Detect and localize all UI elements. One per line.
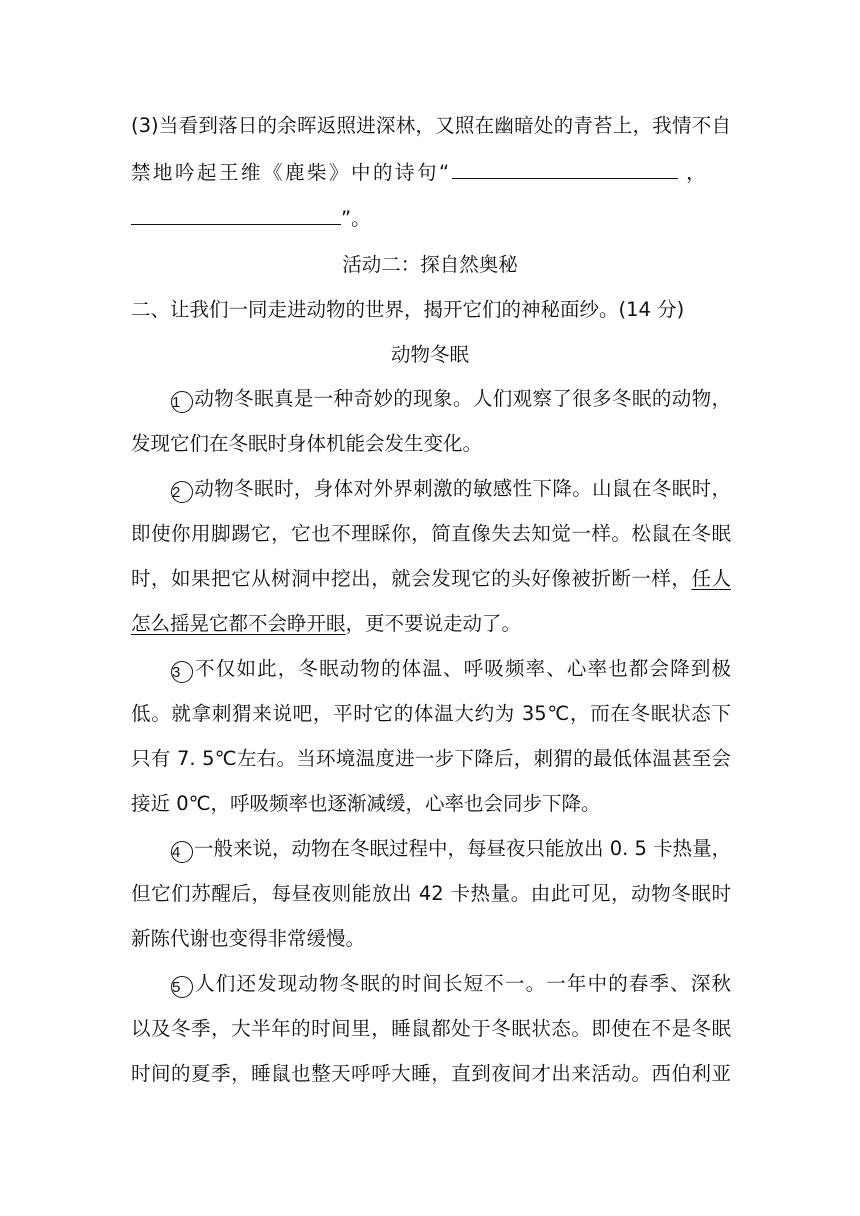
- paragraph-2-line-2: 即使你用脚踢它，它也不理睬你，简直像失去知觉一样。松鼠在冬眠: [131, 522, 731, 545]
- section-2-heading: 二、让我们一同走进动物的世界，揭开它们的神秘面纱。(14 分): [131, 298, 685, 321]
- paragraph-3-line-2: 低。就拿刺猬来说吧，平时它的体温大约为 35℃，而在冬眠状态下: [131, 702, 731, 725]
- paragraph-2-line-4: [131, 609, 731, 639]
- paragraph-5-line-3: 时间的夏季，睡鼠也整天呼呼大睡，直到夜间才出来活动。西伯利亚: [131, 1062, 731, 1085]
- paragraph-2-text: 动物冬眠时，身体对外界刺激的敏感性下降。山鼠在冬眠时，: [194, 477, 731, 500]
- underlined-phrase-start: 任人: [691, 567, 731, 590]
- paragraph-2-line-4-text: ，更不要说走动了。: [345, 612, 522, 635]
- question-3-prompt: 禁地吟起王维《鹿柴》中的诗句“: [131, 161, 452, 184]
- paragraph-3-marker: 3: [171, 661, 193, 683]
- paragraph-5-text: 人们还发现动物冬眠的时间长短不一。一年中的春季、深秋: [194, 972, 731, 995]
- question-3-line-2: [131, 158, 731, 188]
- paragraph-1-line-2: 发现它们在冬眠时身体机能会发生变化。: [131, 432, 483, 455]
- question-3-line-1: (3)当看到落日的余晖返照进深林，又照在幽暗处的青苔上，我情不自: [131, 114, 731, 137]
- paragraph-3-line-4: 接近 0℃，呼吸频率也逐渐减缓，心率也会同步下降。: [131, 792, 601, 815]
- paragraph-5-marker: 5: [171, 976, 193, 998]
- paragraph-4-text: 一般来说，动物在冬眠过程中，每昼夜只能放出 0. 5 卡热量，: [194, 837, 732, 860]
- answer-blank-1[interactable]: [452, 158, 678, 179]
- question-3-line-3: [131, 204, 731, 234]
- paragraph-2-line-3-text: 时，如果把它从树洞中挖出，就会发现它的头好像被折断一样，: [131, 567, 692, 590]
- paragraph-5-line-1: [131, 969, 731, 999]
- paragraph-2-marker: 2: [171, 481, 193, 503]
- article-title: 动物冬眠: [390, 343, 469, 366]
- activity-2-title: 活动二：探自然奥秘: [342, 253, 518, 276]
- closing-quote: ”。: [341, 207, 371, 230]
- paragraph-3-text: 不仅如此，冬眠动物的体温、呼吸频率、心率也都会降到极: [194, 657, 731, 680]
- comma: ，: [686, 161, 706, 184]
- paragraph-5-line-2: 以及冬季，大半年的时间里，睡鼠都处于冬眠状态。即使在不是冬眠: [131, 1017, 731, 1040]
- answer-blank-2[interactable]: [131, 204, 341, 225]
- paragraph-4-line-1: [131, 834, 731, 864]
- paragraph-2-line-3: [131, 564, 731, 594]
- paragraph-1-marker: 1: [171, 391, 193, 413]
- paragraph-2-line-1: [131, 474, 731, 504]
- paragraph-4-marker: 4: [171, 841, 193, 863]
- paragraph-1-line-1: [131, 384, 731, 414]
- paragraph-3-line-3: 只有 7. 5℃左右。当环境温度进一步下降后，刺猬的最低体温甚至会: [131, 747, 731, 770]
- paragraph-1-text: 动物冬眠真是一种奇妙的现象。人们观察了很多冬眠的动物，: [194, 387, 731, 410]
- paragraph-3-line-1: [131, 654, 731, 684]
- paragraph-4-line-2: 但它们苏醒后，每昼夜则能放出 42 卡热量。由此可见，动物冬眠时: [131, 882, 731, 905]
- underlined-phrase-end: 怎么摇晃它都不会睁开眼: [131, 612, 346, 635]
- paragraph-4-line-3: 新陈代谢也变得非常缓慢。: [131, 927, 366, 950]
